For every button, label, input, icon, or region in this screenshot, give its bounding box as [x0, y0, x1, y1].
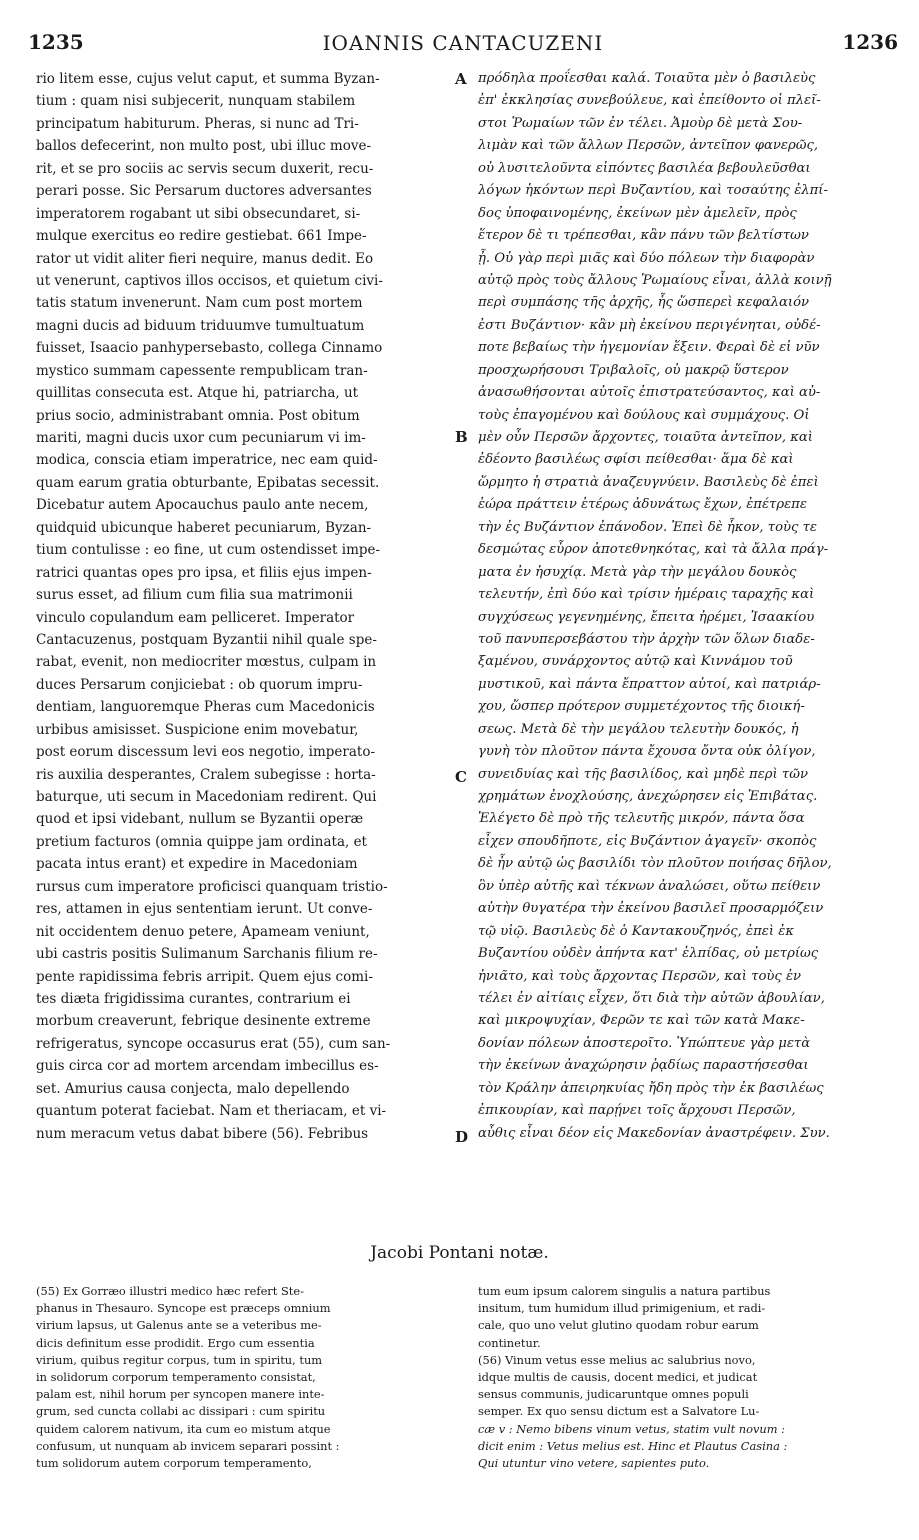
- greek-text-line: χου, ὥσπερ πρότερον συμμετέχοντος τῆς διοική-: [478, 699, 805, 715]
- greek-text-line: ξαμένου, συνάρχοντος αὐτῷ καὶ Κιννάμου τοῦ: [478, 654, 793, 670]
- latin-text-line: set. Amurius causa conjecta, malo depellendo: [36, 1080, 350, 1097]
- greek-text-line: ἐπικουρίαν, καὶ παρῄνει τοῖς ἄρχουσι Περσῶν,: [478, 1103, 796, 1119]
- page-number-left: 1235: [28, 30, 84, 54]
- greek-text-line: χρημάτων ἐνοχλούσης, ἀνεχώρησεν εἰς Ἐπιβάτας.: [478, 789, 818, 804]
- greek-text-line: ποτε βεβαίως τὴν ἡγεμονίαν ἕξειν. Φεραὶ δὲ εἰ νῦν: [478, 340, 820, 356]
- greek-text-line: εἶχεν σπουδῆποτε, εἰς Βυζάντιον ἀγαγεῖν· σκοπὸς: [478, 833, 817, 849]
- latin-text-line: nit occidentem denuo petere, Apameam veniunt,: [36, 923, 370, 940]
- latin-text-line: tium : quam nisi subjecerit, nunquam stabilem: [36, 93, 356, 110]
- latin-text-line: modica, conscia etiam imperatrice, nec eam quid-: [36, 452, 378, 469]
- latin-text-line: ut venerunt, captivos illos occisos, et quietum civi-: [36, 272, 383, 289]
- latin-text-line: duces Persarum conjiciebat : ob quorum impru-: [36, 676, 363, 693]
- latin-text-line: guis circa cor ad mortem arcendam imbecillus es-: [36, 1058, 379, 1075]
- latin-text-line: tium contulisse : eo fine, ut cum ostendisset impe-: [36, 542, 381, 559]
- latin-text-line: mariti, magni ducis uxor cum pecuniarum vi im-: [36, 430, 366, 446]
- greek-text-line: οὐ λυσιτελοῦντα εἰπόντες βασιλέα βεβουλεῦσθαι: [478, 160, 811, 176]
- notes-right-column: [478, 1283, 892, 1472]
- latin-text-line: rabat, evenit, non mediocriter mœstus, culpam in: [36, 654, 377, 671]
- note-text-line: tum eum ipsum calorem singulis a natura partibus: [478, 1284, 771, 1298]
- latin-text-line: quidquid ubicunque haberet pecuniarum, Byzan-: [36, 519, 372, 536]
- greek-text-line: ὃν ὑπὲρ αὐτῆς καὶ τέκνων ἀναλώσει, οὕτω πείθειν: [478, 878, 821, 894]
- latin-text-line: tes diæta frigidissima curantes, contrarium ei: [36, 990, 351, 1007]
- latin-text-line: rator ut vidit aliter fieri nequire, manus dedit. Eo: [36, 250, 374, 267]
- greek-text-line: στοι Ῥωμαίων τῶν ἐν τέλει. Ἀμοὺρ δὲ μετὰ Σου-: [478, 115, 803, 131]
- note-text-line: confusum, ut nunquam ab invicem separari possint :: [36, 1438, 340, 1453]
- latin-text-line: baturque, uti secum in Macedoniam redirent. Qui: [36, 789, 377, 805]
- latin-text-line: surus esset, ad filium cum filia sua matrimonii: [36, 587, 353, 604]
- note-text-line: virium, quibus regitur corpus, tum in spiritu, tum: [36, 1352, 323, 1367]
- note-text-line: grum, sed cuncta collabi ac dissipari : cum spiritu: [36, 1404, 326, 1419]
- greek-text-line: προσχωρήσουσι Τριβαλοῖς, οὐ μακρῷ ὕστερον: [478, 362, 789, 378]
- greek-text-line: τὴν ἐς Βυζάντιον ἐπάνοδον. Ἐπεὶ δὲ ἧκον, τοὺς τε: [478, 519, 817, 535]
- greek-text-line: δὲ ἦν αὐτῷ ὡς βασιλίδι τὸν πλοῦτον ποιήσας δῆλον,: [478, 856, 832, 872]
- greek-text-line: ἀνασωθήσονται αὐτοῖς ἐπιστρατεύσαντος, καὶ αὐ-: [478, 385, 821, 401]
- note-text-line: palam est, nihil horum per syncopen manere inte-: [36, 1387, 325, 1402]
- note-text-line: in solidorum corporum temperamento consistat,: [36, 1369, 316, 1384]
- latin-text-line: quod et ipsi videbant, nullum se Byzantii operæ: [36, 811, 364, 828]
- notes-left-column: [36, 1283, 456, 1472]
- latin-text-line: magni ducis ad biduum triduumve tumultuatum: [36, 317, 365, 334]
- latin-text-line: dentiam, languoremque Pheras cum Macedonicis: [36, 699, 375, 716]
- latin-text-line: ris auxilia desperantes, Cralem subegisse : horta-: [36, 766, 376, 783]
- margin-letter-b: B: [455, 428, 468, 446]
- note-text-line: tum solidorum autem corporum temperamento,: [36, 1455, 312, 1470]
- note-text-line: phanus in Thesauro. Syncope est præceps omnium: [36, 1301, 331, 1316]
- running-header: [28, 30, 898, 60]
- margin-letter-c: C: [455, 768, 467, 786]
- latin-text-line: refrigeratus, syncope occasurus erat (55), cum san-: [36, 1035, 391, 1052]
- greek-text-line: ὥρμητο ἡ στρατιὰ ἀναζευγνύειν. Βασιλεὺς δὲ ἐπεὶ: [478, 474, 819, 490]
- latin-text-line: Cantacuzenus, postquam Byzantii nihil quale spe-: [36, 631, 377, 648]
- latin-text-line: ubi castris positis Sulimanum Sarchanis filium re-: [36, 946, 378, 963]
- greek-text-line: ἐδέοντο βασιλέως σφίσι πείθεσθαι· ἅμα δὲ καὶ: [478, 452, 794, 468]
- greek-text-line: δεσμώτας εὗρον ἀποτεθνηκότας, καὶ τὰ ἄλλα πράγ-: [478, 542, 829, 558]
- note-text-line: continetur.: [478, 1335, 541, 1350]
- latin-text-line: pacata intus erant) et expedire in Macedoniam: [36, 856, 358, 873]
- margin-letter-a: A: [455, 70, 467, 88]
- greek-text-line: πρόδηλα προΐεσθαι καλά. Τοιαῦτα μὲν ὁ βασιλεὺς: [478, 71, 816, 86]
- latin-text-line: Dicebatur autem Apocauchus paulo ante necem,: [36, 497, 369, 514]
- margin-letter-d: D: [455, 1128, 469, 1146]
- notes-title: Jacobi Pontani notæ.: [370, 1243, 549, 1263]
- greek-text-line: τοῦ πανυπερσεβάστου τὴν ἀρχὴν τῶν ὅλων διαδε-: [478, 631, 815, 647]
- greek-text-line: ἐστι Βυζάντιον· κἂν μὴ ἐκείνου περιγένηται, οὐδέ-: [478, 317, 821, 333]
- latin-text-line: prius socio, administrabant omnia. Post obitum: [36, 407, 360, 424]
- latin-text-line: pente rapidissima febris arripit. Quem ejus comi-: [36, 968, 373, 985]
- greek-text-line: αὐτῷ πρὸς τοὺς ἄλλους Ῥωμαίους εἶναι, ἀλλὰ κοινῇ: [478, 272, 832, 288]
- latin-text-line: post eorum discessum levi eos negotio, imperato-: [36, 744, 376, 761]
- greek-text-line: μὲν οὖν Περσῶν ἄρχοντες, τοιαῦτα ἀντεῖπον, καὶ: [478, 430, 813, 445]
- greek-text-line: Βυζαντίου οὐδὲν ἀπήντα κατ' ἐλπίδας, οὐ μετρίως: [478, 946, 819, 962]
- note-text-line: quidem calorem nativum, ita cum eo mistum atque: [36, 1421, 331, 1436]
- greek-text-line: τοὺς ἐπαγομένου καὶ δούλους καὶ συμμάχους. Οἱ: [478, 407, 810, 423]
- greek-text-line: ματα ἐν ἡσυχίᾳ. Μετὰ γὰρ τὴν μεγάλου δουκὸς: [478, 564, 797, 580]
- greek-text-line: Ἐλέγετο δὲ πρὸ τῆς τελευτῆς μικρόν, πάντα ὅσα: [478, 811, 805, 827]
- note-text-line: cale, quo uno velut glutino quodam robur earum: [478, 1318, 759, 1333]
- latin-text-line: perari posse. Sic Persarum ductores adversantes: [36, 183, 372, 200]
- greek-text-line: συνειδυίας καὶ τῆς βασιλίδος, καὶ μηδὲ περὶ τῶν: [478, 766, 808, 782]
- latin-text-line: morbum creaverunt, febrique desinente extreme: [36, 1013, 371, 1030]
- greek-text-line: λόγων ἡκόντων περὶ Βυζαντίου, καὶ τοσαύτης ἐλπί-: [478, 183, 828, 199]
- latin-text-line: imperatorem rogabant ut sibi obsecundaret, si-: [36, 205, 361, 222]
- greek-text-line: λιμὰν καὶ τῶν ἄλλων Περσῶν, ἀντεῖπον φανερῶς,: [478, 138, 819, 154]
- greek-text-line: καὶ μικροψυχίαν, Φερῶν τε καὶ τῶν κατὰ Μακε-: [478, 1013, 805, 1029]
- note-text-line: sensus communis, judicaruntque omnes populi: [478, 1387, 749, 1402]
- note-text-line: Qui utuntur vino vetere, sapientes puto.: [478, 1455, 710, 1470]
- latin-text-line: rursus cum imperatore proficisci quanquam tristio-: [36, 878, 388, 895]
- greek-text-line: σεως. Μετὰ δὲ τὴν μεγάλου τελευτὴν δουκός, ἡ: [478, 721, 799, 737]
- note-text-line: virium lapsus, ut Galenus ante se a veteribus me-: [36, 1318, 322, 1333]
- latin-text-line: num meracum vetus dabat bibere (56). Febribus: [36, 1125, 369, 1142]
- note-text-line: dicit enim : Vetus melius est. Hinc et Plautus Casina :: [478, 1438, 788, 1453]
- note-text-line: semper. Ex quo sensu dictum est a Salvatore Lu-: [478, 1404, 760, 1419]
- greek-text-line: αὐτὴν θυγατέρα τὴν ἐκείνου βασιλεῖ προσαρμόζειν: [478, 901, 824, 917]
- latin-column: [36, 68, 440, 1145]
- latin-text-line: rio litem esse, cujus velut caput, et summa Byzan-: [36, 71, 380, 87]
- greek-text-line: ἕτερον δὲ τι τρέπεσθαι, κἂν πάνυ τῶν βελτίστων: [478, 228, 809, 244]
- latin-text-line: ratrici quantas opes pro ipsa, et filiis ejus impen-: [36, 564, 372, 581]
- note-text-line: (55) Ex Gorræo illustri medico hæc refert Ste-: [36, 1284, 304, 1298]
- latin-text-line: principatum habiturum. Pheras, si nunc ad Tri-: [36, 115, 359, 132]
- greek-text-line: τὴν ἐκείνων ἀναχώρησιν ῥᾳδίως παραστήσεσθαι: [478, 1058, 809, 1074]
- running-title: IOANNIS CANTACUZENI: [322, 31, 604, 55]
- latin-text-line: res, attamen in ejus sententiam ierunt. Ut conve-: [36, 901, 373, 918]
- latin-text-line: tatis statum invenerunt. Nam cum post mortem: [36, 295, 363, 312]
- latin-text-line: mulque exercitus eo redire gestiebat. 661 Impe-: [36, 228, 367, 245]
- greek-text-line: τῷ υἱῷ. Βασιλεὺς δὲ ὁ Καντακουζηνός, ἐπεὶ ἐκ: [478, 923, 794, 939]
- greek-column: [478, 68, 892, 1145]
- note-text-line: insitum, tum humidum illud primigenium, et radi-: [478, 1301, 766, 1316]
- latin-text-line: mystico summam capessente rempublicam tran-: [36, 362, 368, 379]
- note-text-line: idque multis de causis, docent medici, et judicat: [478, 1369, 758, 1384]
- greek-text-line: ᾖ. Οὐ γὰρ περὶ μιᾶς καὶ δύο πόλεων τὴν διαφορὰν: [478, 250, 815, 266]
- greek-text-line: συγχύσεως γεγενημένης, ἔπειτα ἠρέμει, Ἰσαακίου: [478, 609, 815, 625]
- latin-text-line: pretium facturos (omnia quippe jam ordinata, et: [36, 833, 367, 850]
- greek-text-line: τὸν Κράλην ἀπειρηκυίας ἤδη πρὸς τὴν ἐκ βασιλέως: [478, 1080, 824, 1096]
- note-text-line: dicis definitum esse prodidit. Ergo cum essentia: [36, 1335, 315, 1350]
- latin-text-line: quantum poterat faciebat. Nam et theriacam, et vi-: [36, 1103, 387, 1120]
- latin-text-line: quam earum gratia obturbante, Epibatas secessit.: [36, 474, 380, 491]
- latin-text-line: urbibus amisisset. Suspicione enim movebatur,: [36, 721, 359, 738]
- greek-text-line: ἑώρα πράττειν ἑτέρως ἀδυνάτως ἔχων, ἐπέτρεπε: [478, 497, 807, 513]
- greek-text-line: μυστικοῦ, καὶ πάντα ἔπραττον αὐτοί, καὶ πατριάρ-: [478, 676, 821, 692]
- latin-text-line: rit, et se pro sociis ac servis secum duxerit, recu-: [36, 160, 374, 177]
- greek-text-line: ἐπ' ἐκκλησίας συνεβούλευε, καὶ ἐπείθοντο οἱ πλεῖ-: [478, 93, 821, 109]
- latin-text-line: ballos defecerint, non multo post, ubi illuc move-: [36, 138, 372, 155]
- note-text-line: cæ v : Nemo bibens vinum vetus, statim vult novum :: [478, 1421, 786, 1436]
- greek-text-line: ἠνιᾶτο, καὶ τοὺς ἄρχοντας Περσῶν, καὶ τοὺς ἐν: [478, 968, 802, 984]
- greek-text-line: δος ὑποφαινομένης, ἐκείνων μὲν ἀμελεῖν, πρὸς: [478, 205, 797, 221]
- greek-text-line: δονίαν πόλεων ἀποστεροῖτο. Ὑπώπτευε γὰρ μετὰ: [478, 1035, 811, 1051]
- latin-text-line: quillitas consecuta est. Atque hi, patriarcha, ut: [36, 385, 359, 402]
- greek-text-line: γυνὴ τὸν πλοῦτον πάντα ἔχουσα ὄντα οὐκ ὀλίγον,: [478, 744, 816, 760]
- page-number-right: 1236: [842, 30, 898, 54]
- greek-text-line: τέλει ἐν αἰτίαις εἶχεν, ὅτι διὰ τὴν αὐτῶν ἀβουλίαν,: [478, 990, 825, 1006]
- latin-text-line: vinculo copulandum eam pelliceret. Imperator: [36, 609, 355, 626]
- latin-text-line: fuisset, Isaacio panhypersebasto, collega Cinnamo: [36, 340, 383, 357]
- greek-text-line: τελευτήν, ἐπὶ δύο καὶ τρίσιν ἡμέραις ταραχῆς καὶ: [478, 587, 815, 603]
- greek-text-line: αὖθις εἶναι δέον εἰς Μακεδονίαν ἀναστρέφειν. Συν.: [478, 1125, 830, 1141]
- greek-text-line: περὶ συμπάσης τῆς ἀρχῆς, ἧς ὥσπερεὶ κεφαλαιόν: [478, 295, 810, 311]
- note-text-line: (56) Vinum vetus esse melius ac salubrius novo,: [478, 1352, 756, 1367]
